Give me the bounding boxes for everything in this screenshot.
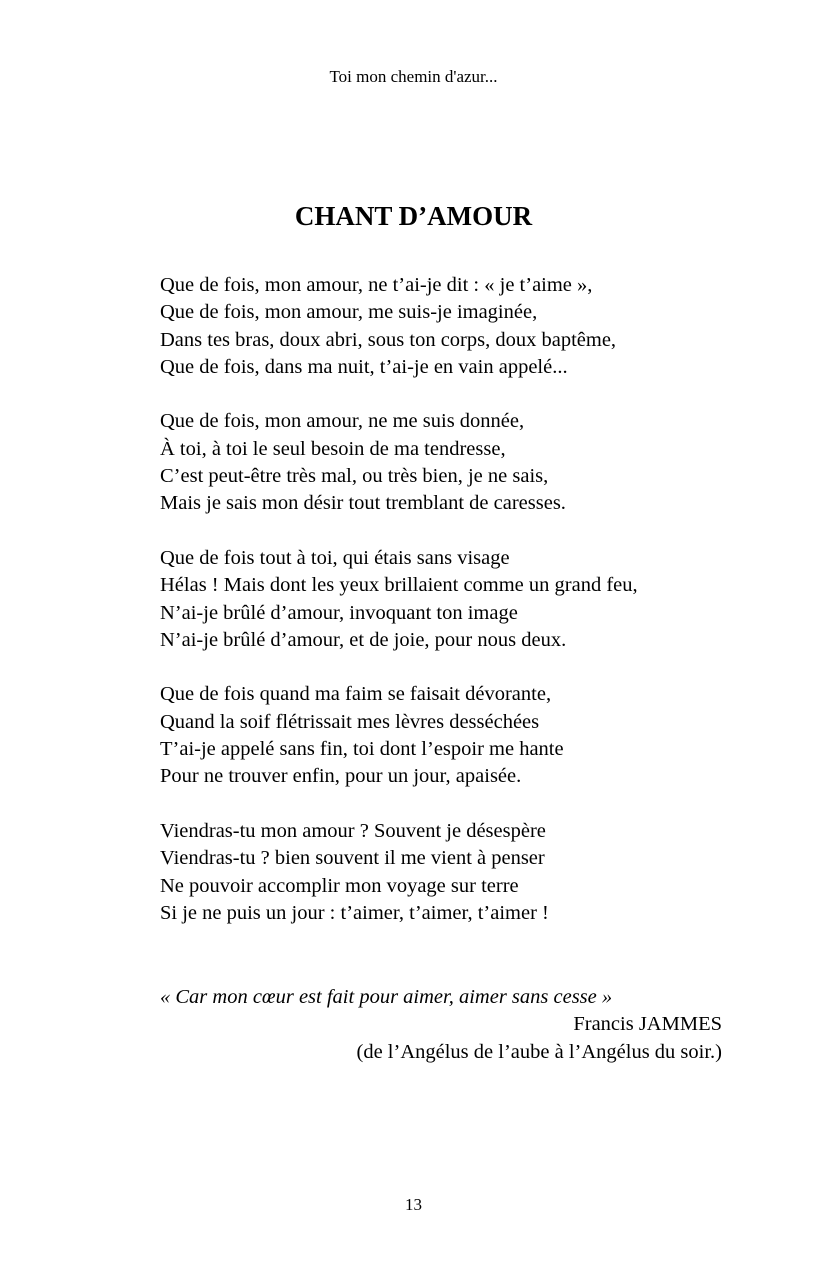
stanza-4	[160, 681, 760, 790]
verse-line: Que de fois, mon amour, ne t’ai-je dit : « je t’aime »,	[160, 274, 593, 296]
verse-line: T’ai-je appelé sans fin, toi dont l’espoir me hante	[160, 738, 564, 761]
verse-line: Que de fois, dans ma nuit, t’ai-je en vain appelé...	[160, 355, 568, 378]
stanza-3	[160, 545, 760, 654]
epigraph-quote: « Car mon cœur est fait pour aimer, aimer sans cesse »	[160, 986, 613, 1008]
verse-line: Ne pouvoir accomplir mon voyage sur terre	[160, 874, 519, 897]
verse-line: Hélas ! Mais dont les yeux brillaient comme un grand feu,	[160, 574, 638, 597]
verse-line: À toi, à toi le seul besoin de ma tendresse,	[160, 437, 506, 460]
verse-line: C’est peut-être très mal, ou très bien, je ne sais,	[160, 465, 549, 488]
stanza-5	[160, 818, 760, 927]
poem-title: CHANT D’AMOUR	[294, 201, 533, 231]
verse-line: Si je ne puis un jour : t’aimer, t’aimer, t’aimer !	[160, 901, 549, 924]
verse-line: N’ai-je brûlé d’amour, invoquant ton image	[160, 601, 518, 624]
verse-line: Viendras-tu mon amour ? Souvent je désespère	[160, 819, 546, 842]
verse-line: Dans tes bras, doux abri, sous ton corps, doux baptême,	[160, 328, 617, 351]
verse-line: Mais je sais mon désir tout tremblant de caresses.	[160, 492, 566, 515]
page-number: 13	[405, 1195, 422, 1214]
epigraph-source: (de l’Angélus de l’aube à l’Angélus du soir.)	[356, 1040, 722, 1063]
poem-body	[160, 272, 760, 954]
verse-line: Pour ne trouver enfin, pour un jour, apaisée.	[160, 765, 522, 788]
stanza-1	[160, 272, 760, 381]
verse-line: Que de fois, mon amour, ne me suis donnée,	[160, 410, 525, 433]
epigraph-author: Francis JAMMES	[573, 1013, 722, 1036]
verse-line: Que de fois quand ma faim se faisait dévorante,	[160, 683, 552, 706]
verse-line: Viendras-tu ? bien souvent il me vient à penser	[160, 847, 545, 870]
running-header: Toi mon chemin d'azur...	[329, 67, 498, 86]
verse-line: Quand la soif flétrissait mes lèvres desséchées	[160, 710, 540, 733]
verse-line: Que de fois tout à toi, qui étais sans visage	[160, 546, 510, 569]
epigraph	[160, 984, 722, 1066]
verse-line: N’ai-je brûlé d’amour, et de joie, pour nous deux.	[160, 628, 567, 651]
verse-line: Que de fois, mon amour, me suis-je imaginée,	[160, 301, 538, 324]
stanza-2	[160, 408, 760, 517]
